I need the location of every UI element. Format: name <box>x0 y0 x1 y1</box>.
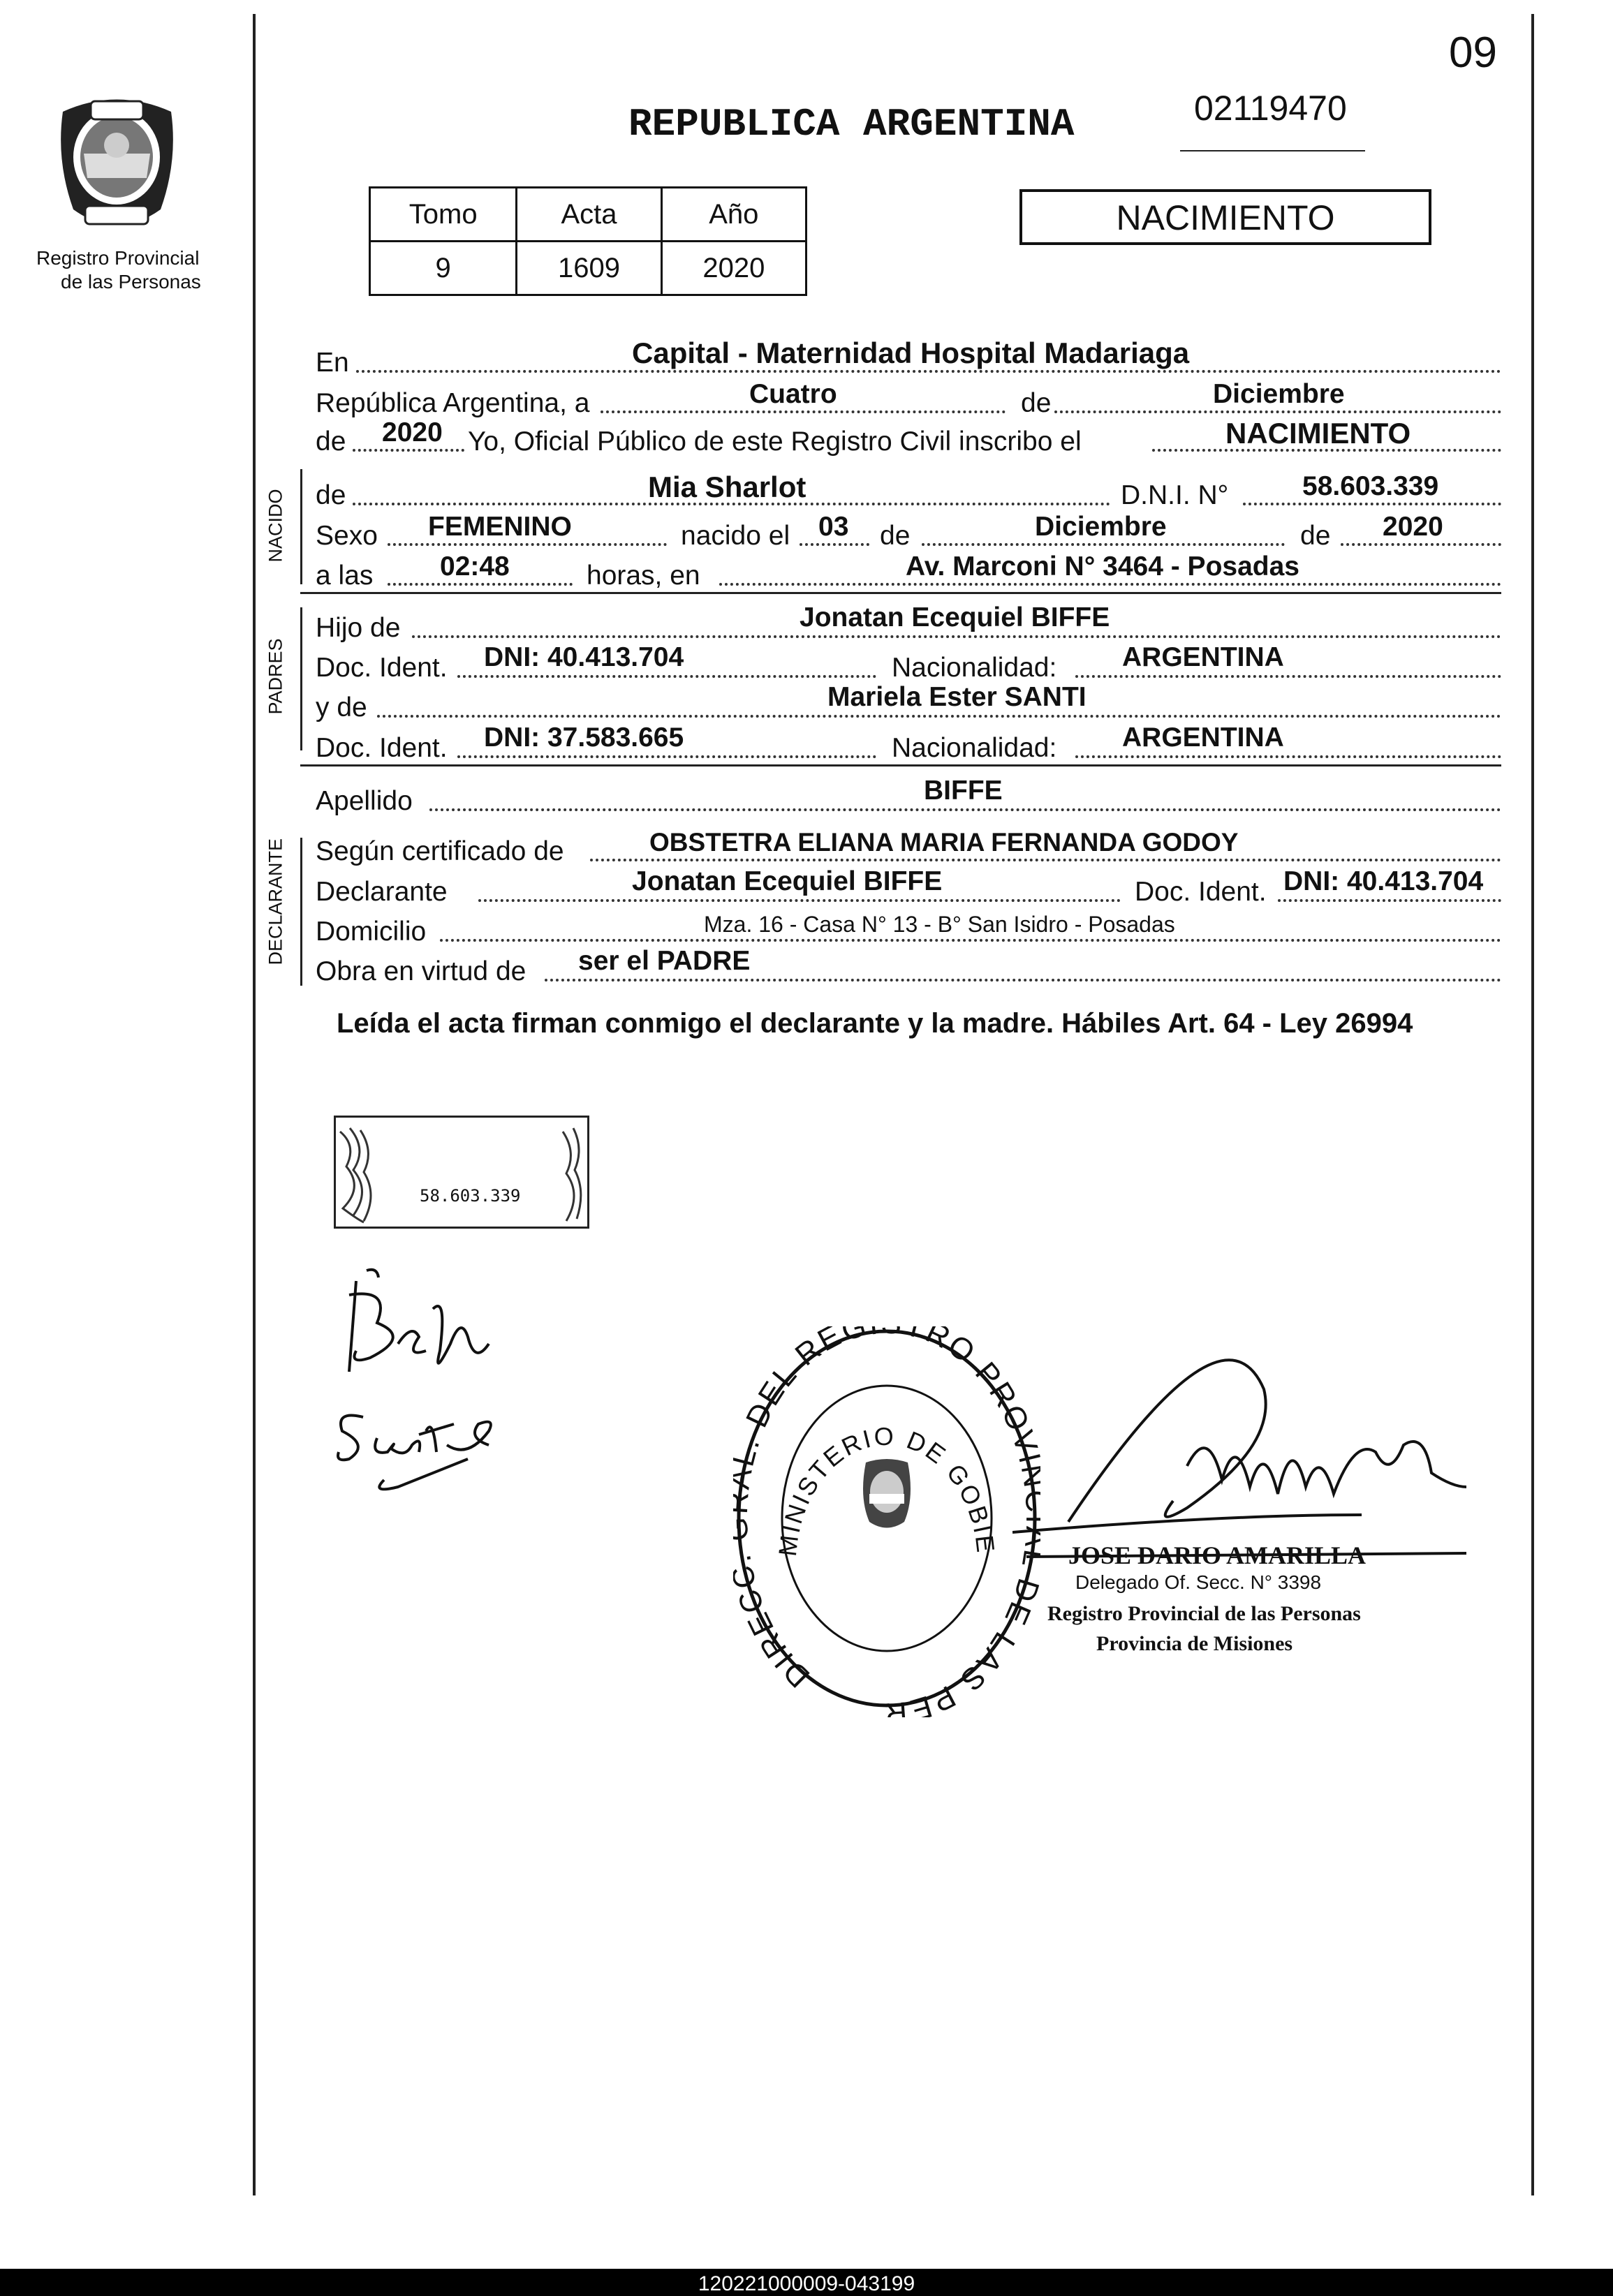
padres-bracket <box>300 607 302 750</box>
stamp-outer-text: DIREC . DEL REG TRO PRO E LAS PER <box>733 1326 1038 1717</box>
y-de-label: y de <box>316 692 367 723</box>
dots <box>440 939 1501 942</box>
de2-label: de <box>316 427 346 457</box>
dots <box>590 859 1501 861</box>
declarante-doc: DNI: 40.413.704 <box>1283 866 1484 896</box>
dots <box>1341 543 1501 546</box>
birth-time: 02:48 <box>440 551 510 582</box>
registry-tomo: 9 <box>370 242 517 295</box>
dots <box>353 449 464 452</box>
father-signature <box>328 1267 510 1393</box>
day-words: Cuatro <box>749 379 837 409</box>
nacido-el-label: nacido el <box>681 521 790 551</box>
dots <box>388 583 573 586</box>
dots <box>457 755 876 758</box>
sexo-value: FEMENINO <box>428 512 572 542</box>
en-label: En <box>316 348 349 378</box>
year-value: 2020 <box>382 417 443 447</box>
apellido-value: BIFFE <box>924 776 1003 806</box>
act-value: NACIMIENTO <box>1225 417 1411 450</box>
mother-nationality: ARGENTINA <box>1122 723 1284 753</box>
dots <box>719 583 1501 586</box>
nacido-de-label: de <box>316 480 346 510</box>
closing-text: Leída el acta firman conmigo el declarante y la madre. Hábiles Art. 64 - Ley 26994 <box>337 1008 1413 1039</box>
mother-nat-label: Nacionalidad: <box>892 733 1057 763</box>
place-value: Capital - Maternidad Hospital Madariaga <box>632 336 1190 369</box>
footer-bar <box>0 2269 1613 2296</box>
birth-month: Diciembre <box>1035 512 1167 542</box>
father-nat-label: Nacionalidad: <box>892 653 1057 683</box>
birth-year: 2020 <box>1383 512 1443 542</box>
mother-name: Mariela Ester SANTI <box>827 682 1087 712</box>
act-type-box <box>1019 189 1431 245</box>
mother-doc: DNI: 37.583.665 <box>484 723 684 753</box>
father-nationality: ARGENTINA <box>1122 642 1284 672</box>
registry-acta: 1609 <box>517 242 661 295</box>
dots <box>922 543 1285 546</box>
mother-doc-label: Doc. Ident. <box>316 733 448 763</box>
dots <box>412 635 1501 638</box>
mother-signature <box>328 1396 517 1501</box>
declarante-name: Jonatan Ecequiel BIFFE <box>632 866 943 896</box>
obra-label: Obra en virtud de <box>316 956 526 986</box>
declarante-label: Declarante <box>316 877 448 907</box>
country-title: REPUBLICA ARGENTINA <box>628 102 1075 147</box>
hijo-de-label: Hijo de <box>316 613 401 643</box>
birth-day: 03 <box>818 512 849 542</box>
dots <box>1054 410 1501 413</box>
alas-label: a las <box>316 561 374 591</box>
obra-value: ser el PADRE <box>578 946 751 976</box>
official-stamp <box>733 1326 1040 1717</box>
officer-text: Yo, Oficial Público de este Registro Civil inscribo el <box>468 427 1082 457</box>
footer-code: 120221000009-043199 <box>698 2272 915 2295</box>
registry-value-row <box>370 242 806 295</box>
domicilio-label: Domicilio <box>316 917 427 947</box>
dots <box>1075 675 1501 678</box>
dots <box>1243 503 1501 505</box>
org-name-line1: Registro Provincial <box>36 247 200 269</box>
province-logo <box>42 84 192 241</box>
left-margin-line <box>253 14 256 2195</box>
republic-label: República Argentina, a <box>316 388 590 418</box>
official-role: Delegado Of. Secc. N° 3398 <box>1075 1571 1322 1593</box>
child-name: Mia Sharlot <box>648 471 806 503</box>
nacido-de2-label: de <box>880 521 911 551</box>
org-name-line2: de las Personas <box>61 271 201 292</box>
dots <box>478 899 1121 902</box>
nacido-side-label: NACIDO <box>265 489 286 563</box>
dots <box>1075 755 1501 758</box>
serial-number: 02119470 <box>1194 89 1347 128</box>
registry-table <box>369 186 807 296</box>
certificado-label: Según certificado de <box>316 836 564 866</box>
footprint-number: 58.603.339 <box>420 1186 521 1206</box>
registry-header-tomo: Tomo <box>370 188 517 242</box>
official-office: Registro Provincial de las Personas <box>1047 1602 1361 1625</box>
child-dni: 58.603.339 <box>1302 471 1439 501</box>
nacido-de3-label: de <box>1300 521 1331 551</box>
declarante-doc-label: Doc. Ident. <box>1135 877 1267 907</box>
dots <box>429 808 1501 811</box>
registry-header-anio: Año <box>661 188 806 242</box>
month-value: Diciembre <box>1213 379 1345 409</box>
dots <box>800 543 869 546</box>
stamp-inner-text: MINISTERIO DE GOBIE <box>772 1421 1001 1558</box>
registry-anio: 2020 <box>661 242 806 295</box>
nacido-separator <box>300 592 1501 594</box>
father-name: Jonatan Ecequiel BIFFE <box>800 602 1110 632</box>
de-label: de <box>1021 388 1052 418</box>
dots <box>1278 899 1501 902</box>
official-name: JOSE DARIO AMARILLA <box>1068 1541 1367 1569</box>
sexo-label: Sexo <box>316 521 378 551</box>
official-province: Provincia de Misiones <box>1096 1632 1293 1655</box>
certificado-value: OBSTETRA ELIANA MARIA FERNANDA GODOY <box>649 828 1239 857</box>
dots <box>356 370 1501 373</box>
registry-header-acta: Acta <box>517 188 661 242</box>
dots <box>601 410 1006 413</box>
declarante-bracket <box>300 838 302 986</box>
padres-side-label: PADRES <box>265 638 286 715</box>
padres-separator <box>300 764 1501 766</box>
birth-address: Av. Marconi N° 3464 - Posadas <box>906 551 1299 582</box>
right-margin-line <box>1531 14 1534 2195</box>
dots <box>545 979 1501 982</box>
nacido-bracket <box>300 469 302 584</box>
dots <box>377 715 1501 718</box>
act-type-label: NACIMIENTO <box>1116 198 1335 237</box>
domicilio-value: Mza. 16 - Casa N° 13 - B° San Isidro - Posadas <box>704 912 1175 937</box>
dots <box>457 675 876 678</box>
father-doc-label: Doc. Ident. <box>316 653 448 683</box>
serial-underline <box>1180 150 1365 151</box>
footprint-box <box>334 1116 589 1229</box>
declarante-side-label: DECLARANTE <box>265 838 286 965</box>
dots <box>388 543 667 546</box>
horas-label: horas, en <box>587 561 700 591</box>
registry-header-row <box>370 188 806 242</box>
dni-label: D.N.I. N° <box>1121 480 1229 510</box>
father-doc: DNI: 40.413.704 <box>484 642 684 672</box>
apellido-label: Apellido <box>316 786 413 816</box>
page-number: 09 <box>1449 29 1497 77</box>
